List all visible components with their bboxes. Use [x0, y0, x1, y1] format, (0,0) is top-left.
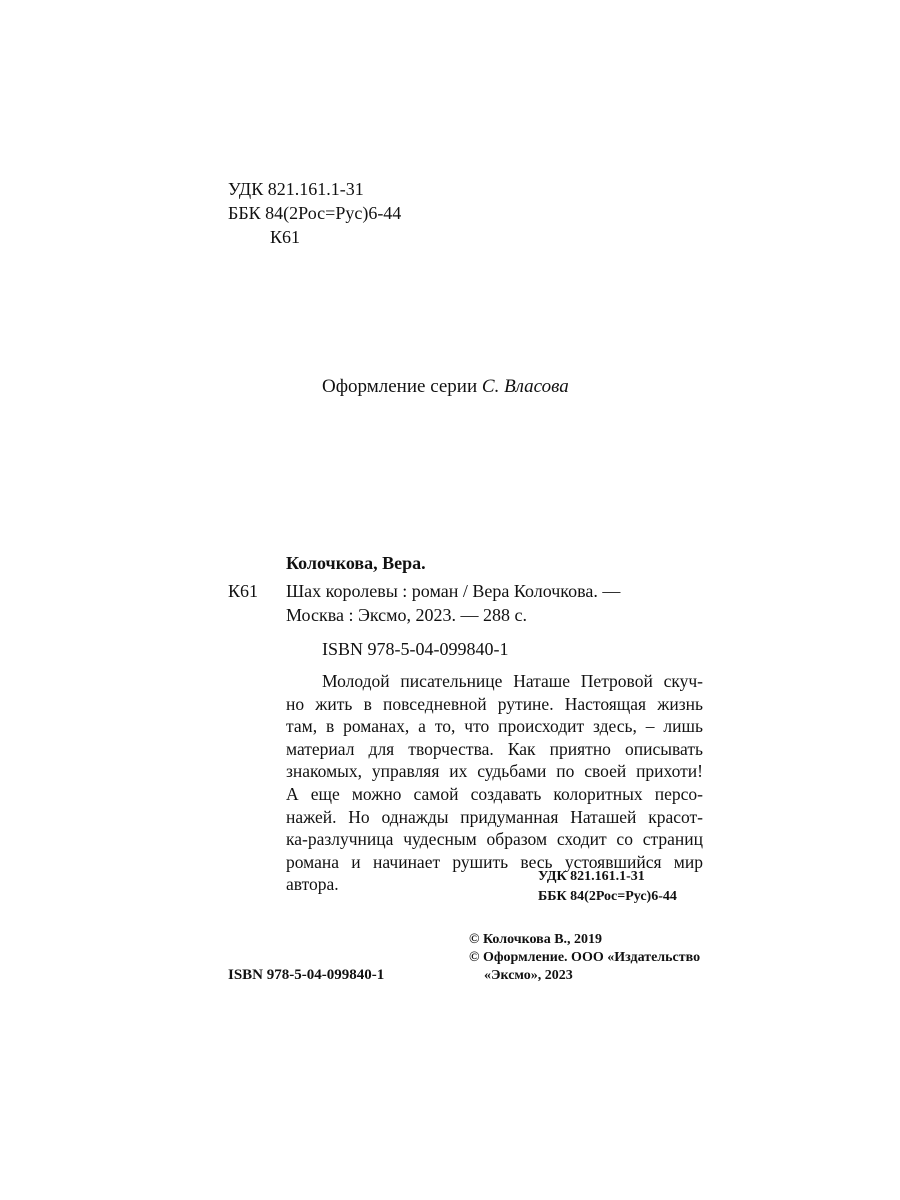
- copyright-author: © Колочкова В., 2019: [469, 932, 603, 947]
- annotation-line: автора.: [286, 874, 339, 895]
- udk-code: УДК 821.161.1-31: [228, 179, 364, 199]
- author-heading: Колочкова, Вера.: [286, 553, 426, 573]
- copyright-design: © Оформление. ООО «Издательство: [469, 950, 701, 965]
- copyright-publisher: «Эксмо», 2023: [484, 968, 573, 983]
- publisher-line: Москва : Эксмо, 2023. — 288 с.: [286, 605, 528, 625]
- annotation-paragraph: [286, 670, 703, 896]
- annotation-line: материал для творчества. Как приятно описывать: [286, 738, 703, 759]
- annotation-line: там, в романах, а то, что происходит здесь, – лишь: [286, 716, 703, 737]
- footer-isbn: ISBN 978-5-04-099840-1: [228, 967, 385, 983]
- author-mark: К61: [270, 227, 301, 247]
- annotation-line: но жить в повседневной рутине. Настоящая жизнь: [286, 693, 703, 714]
- footer-udk-code: УДК 821.161.1-31: [538, 869, 645, 884]
- annotation-line: ка-разлучница чудесным образом сходит со страниц: [286, 829, 703, 850]
- annotation-line: нажей. Но однажды придуманная Наташей красот-: [286, 806, 703, 827]
- annotation-line: романа и начинает рушить весь устоявшийся мир: [286, 851, 703, 872]
- series-designer-name: С. Власова: [481, 376, 569, 397]
- bibliographic-mark: К61: [228, 581, 259, 601]
- bbk-code: ББК 84(2Рос=Рус)6-44: [228, 203, 402, 223]
- annotation-line: А еще можно самой создавать колоритных персо-: [286, 783, 703, 804]
- series-design-credit: [322, 375, 569, 398]
- footer-bbk-code: ББК 84(2Рос=Рус)6-44: [538, 889, 677, 904]
- isbn-line: ISBN 978-5-04-099840-1: [322, 639, 509, 659]
- annotation-line: Молодой писательнице Наташе Петровой скуч-: [322, 671, 703, 691]
- title-line: Шах королевы : роман / Вера Колочкова. —: [286, 581, 621, 601]
- annotation-line: знакомых, управляя их судьбами по своей прихоти!: [286, 761, 703, 782]
- series-design-label: Оформление серии: [322, 376, 478, 397]
